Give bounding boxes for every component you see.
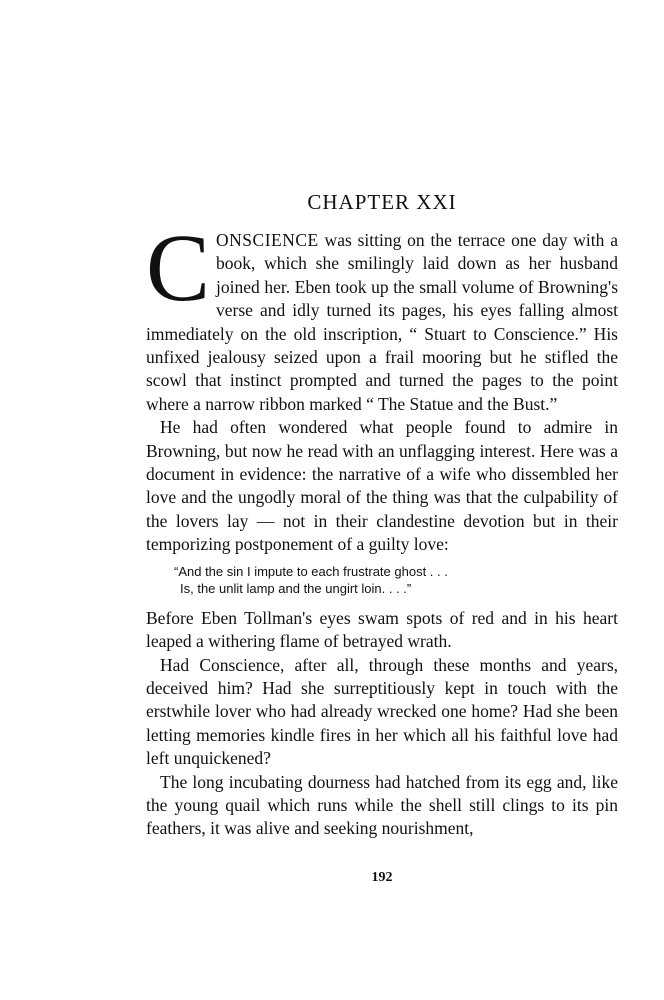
lead-word: ONSCIENCE bbox=[216, 230, 319, 250]
paragraph-4: Had Conscience, after all, through these months and years, deceived him? Had she surreptitiously kept in touch with the erstwhile lover who had already wrecked one home? Had she been letting memories kindle fires in her which all his faithful love had left unquickened? bbox=[146, 654, 618, 769]
verse-line-1: “And the sin I impute to each frustrate ghost . . . bbox=[174, 563, 448, 579]
paragraph-3: Before Eben Tollman's eyes swam spots of red and in his heart leaped a withering flame of betrayed wrath. bbox=[146, 607, 618, 652]
verse-quote bbox=[174, 563, 618, 597]
book-page bbox=[146, 0, 618, 1000]
paragraph-1-text: was sitting on the terrace one day with a book, which she smilingly laid down as her husband joined her. Eben took up the small volume of Browning's verse and idly turned its pages, his eyes falling almost immediately on the old inscription, “ Stuart to Conscience.” His unfixed jealousy seized upon a frail mooring but he stifled the scowl that instinct prompted and turned the pages to the point where a narrow ribbon marked “ The Statue and the Bust.” bbox=[146, 230, 618, 414]
chapter-body bbox=[146, 214, 618, 841]
chapter-title: CHAPTER XXI bbox=[307, 190, 457, 214]
paragraph-1 bbox=[146, 214, 618, 416]
verse-line-2: Is, the unlit lamp and the ungirt loin. . . .” bbox=[180, 580, 412, 596]
drop-cap: C bbox=[146, 214, 211, 321]
page-number: 192 bbox=[371, 870, 393, 885]
paragraph-5: The long incubating dourness had hatched from its egg and, like the young quail which runs while the shell still clings to its pin feathers, it was alive and seeking nourishment, bbox=[146, 771, 618, 839]
paragraph-2: He had often wondered what people found to admire in Browning, but now he read with an unflagging interest. Here was a document in evidence: the narrative of a wife who dissembled her love and the ungodly moral of the thing was that the culpability of the lovers lay — not in their clandestine devotion but in their temporizing postponement of a guilty love: bbox=[146, 417, 618, 555]
